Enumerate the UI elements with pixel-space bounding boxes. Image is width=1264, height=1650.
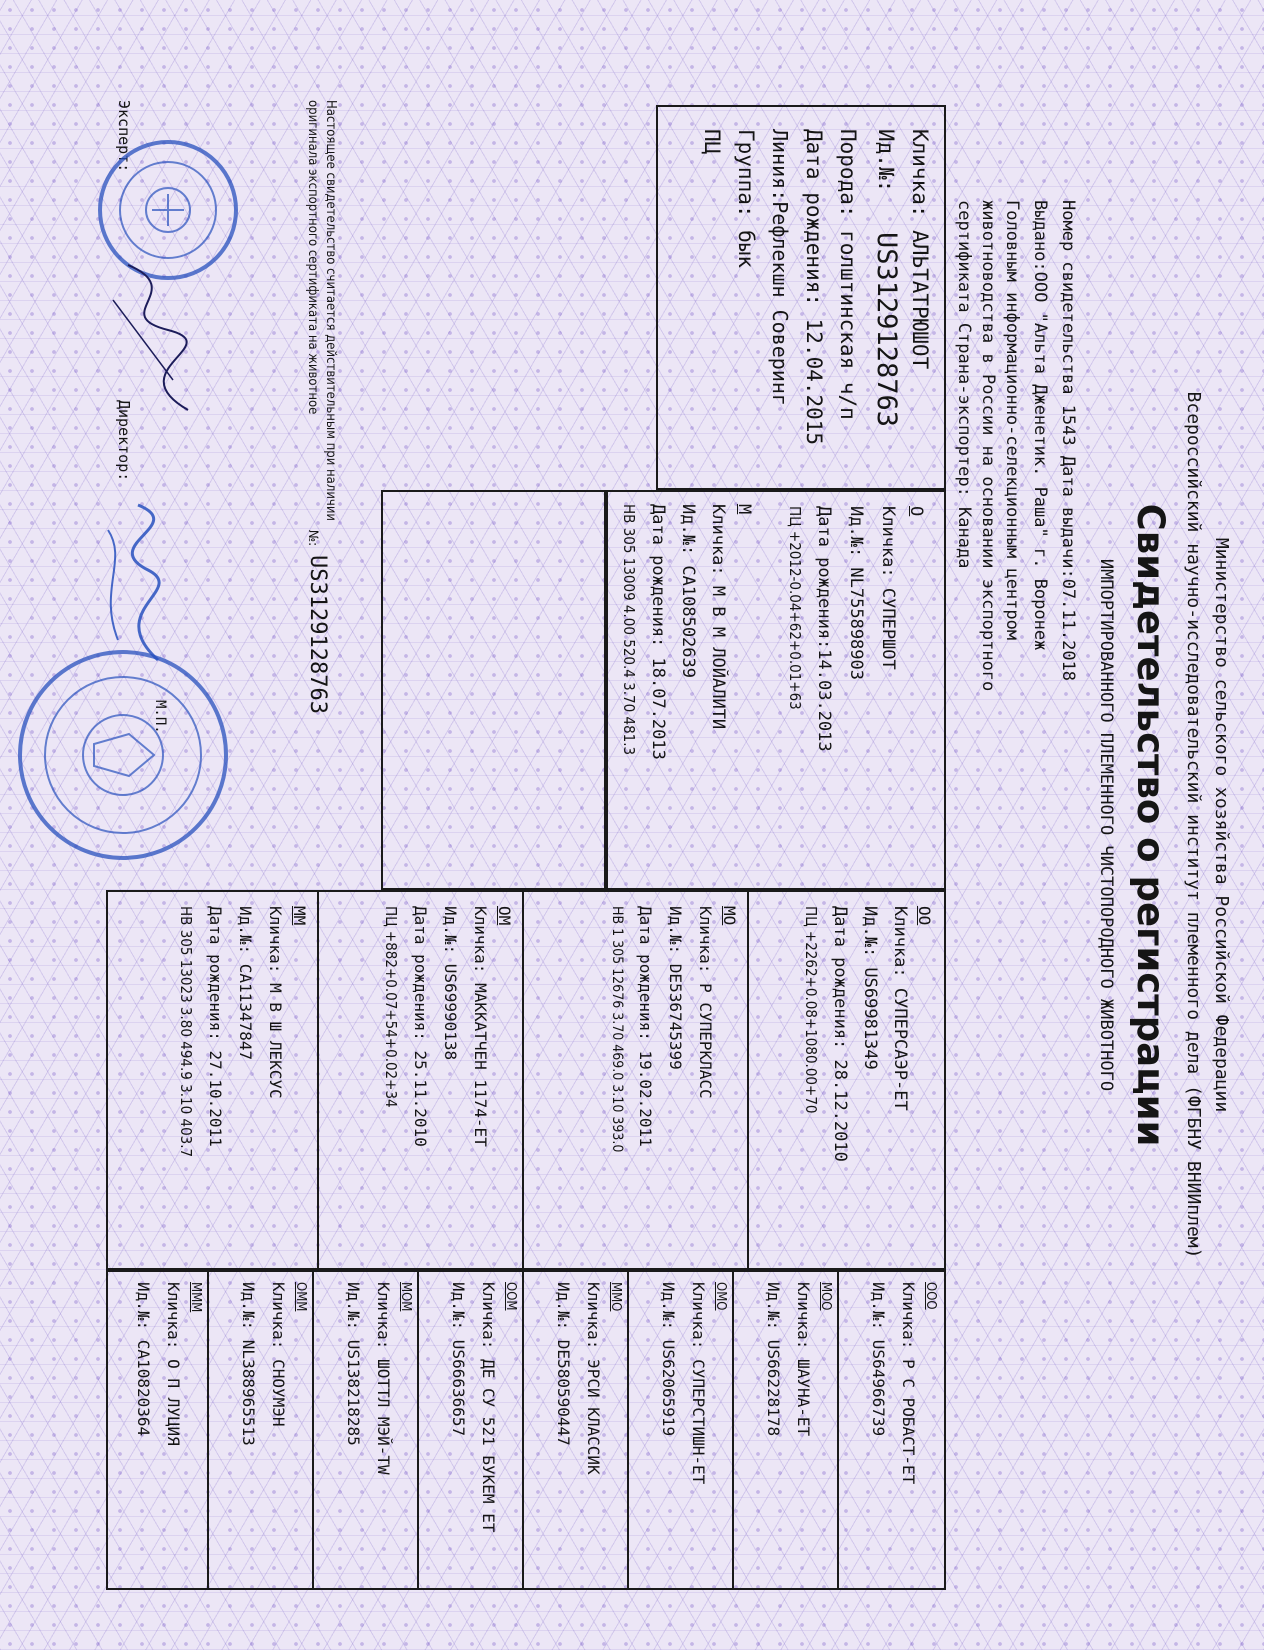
mm-code: ММ	[290, 906, 309, 926]
ggp-7-id: Ид.№: NL388965513	[239, 1282, 258, 1446]
ggp-1-id: Ид.№: US64966739	[869, 1282, 888, 1437]
ggp-6-code: МОМ	[398, 1282, 413, 1312]
cert-number-line: Номер свидетельства 1543 Дата выдачи:07.11.2018	[1058, 200, 1078, 682]
stamp-large-eagle-icon	[22, 654, 224, 856]
page-subtitle: ИМПОРТИРОВАННОГО ПЛЕМЕННОГО ЧИСТОПОРОДНОГО ЖИВОТНОГО	[1096, 558, 1116, 1092]
footer-cert-label: №:	[305, 530, 320, 547]
sire-name: Кличка: СУПЕРШОТ	[878, 506, 898, 670]
sire-dob: Дата рождения:14.03.2013	[814, 506, 834, 752]
animal-group: Группа: бык	[734, 129, 758, 269]
ggp-8-code: МММ	[188, 1282, 203, 1313]
animal-id-label: Ид.№:	[874, 129, 898, 193]
mo-dob: Дата рождения: 19.02.2011	[636, 906, 655, 1147]
ggp-4-code: ММО	[608, 1282, 623, 1312]
ggp-7-name: Кличка: СНОУМЭН	[269, 1282, 288, 1427]
om-name: Кличка: МАККАТЧЕН 1174-ЕТ	[471, 906, 490, 1147]
sire-id: Ид.№: NL755898903	[846, 506, 866, 680]
om-code: ОМ	[495, 906, 514, 926]
om-pc: ПЦ +882+0.07+54+0.02+34	[382, 906, 400, 1108]
stamp-small-emblem-icon	[102, 144, 234, 276]
animal-breed: Порода: голштинская ч/п	[836, 129, 860, 420]
ggp-3-code: ОМО	[713, 1282, 728, 1311]
ggp-3-id: Ид.№: US62065919	[659, 1282, 678, 1437]
ggp-4-id: Ид.№: DE580590447	[554, 1282, 573, 1446]
center-line-3: сертификата Страна-экспортер: Канада	[954, 200, 974, 569]
dam-dob: Дата рождения: 18.07.2013	[648, 504, 668, 760]
dam-name: Кличка: М В М ЛОЙАЛИТИ	[708, 504, 728, 730]
animal-dob: Дата рождения: 12.04.2015	[802, 129, 826, 446]
issued-line: Выдано:ООО "Альта Дженетик. Раша" г. Воронеж	[1030, 200, 1050, 651]
animal-id: US3129128763	[871, 232, 902, 428]
director-signature-icon	[88, 500, 198, 670]
animal-pc: ПЦ	[700, 129, 724, 155]
mm-dob: Дата рождения: 27.10.2011	[206, 906, 225, 1147]
dam-nv: НВ 305 13009 4.00 520.4 3.70 481.3	[620, 504, 638, 756]
mm-id: Ид.№: CA11347847	[236, 906, 255, 1061]
ggp-8-name: Кличка: О П ЛУЦИЯ	[164, 1282, 183, 1446]
center-line-2: животноводства в России на основании экспортного	[978, 200, 998, 692]
validity-line-1: Настоящее свидетельство считается действительным при наличии	[323, 100, 338, 522]
grandparents-box	[106, 890, 946, 1270]
center-line-1: Головным информационно-селекционным центром	[1002, 200, 1022, 641]
om-dob: Дата рождения: 25.11.2010	[411, 906, 430, 1147]
mo-name: Кличка: Р СУПЕРКЛАСС	[696, 906, 715, 1099]
ggp-5-code: ООМ	[503, 1282, 518, 1311]
ggp-2-id: Ид.№: US66228178	[764, 1282, 783, 1437]
ggp-1-name: Кличка: Р С РОБАСТ-ЕТ	[899, 1282, 918, 1485]
animal-box	[656, 105, 946, 490]
great-grandparents-box	[106, 1270, 946, 1590]
director-label: Директор:	[115, 400, 133, 482]
ggp-2-name: Кличка: ШАУНА-ЕТ	[794, 1282, 813, 1437]
round-stamp-large	[18, 650, 228, 860]
footer-cert-number: US3129128763	[305, 555, 330, 714]
institute-line: Всероссийский научно-исследовательский институт племенного дела (ФГБНУ ВНИИплем)	[1183, 391, 1204, 1259]
oo-code: ОО	[915, 906, 934, 926]
validity-line-2: оригинала экспортного сертификата на животное	[305, 100, 320, 415]
oo-pc: ПЦ +2262+0.08+1080.00+70	[802, 906, 820, 1114]
sire-code: О	[906, 506, 926, 517]
ggp-7-code: ОММ	[293, 1282, 308, 1312]
om-id: Ид.№: US69990138	[441, 906, 460, 1061]
ggp-3-name: Кличка: СУПЕРСТИШН-ЕТ	[689, 1282, 708, 1485]
ministry-line: Министерство сельского хозяйства Российской Федерации	[1211, 537, 1232, 1113]
ggp-2-code: МОО	[818, 1282, 833, 1311]
dam-box	[381, 490, 606, 890]
ggp-4-name: Кличка: ЭРСИ КЛАССИК	[584, 1282, 603, 1475]
oo-name: Кличка: СУПЕРСАЭР-ЕТ	[890, 906, 910, 1111]
mo-id: Ид.№: DE536745399	[666, 906, 685, 1070]
mo-nv: НВ 1 305 12676 3.70 469.0 3.10 393.0	[609, 906, 625, 1153]
ggp-6-name: Кличка: ШОТТЛ МЭЙ-ТW	[374, 1282, 393, 1475]
ggp-8-id: Ид.№: CA10820364	[134, 1282, 153, 1437]
ggp-1-code: ООО	[923, 1282, 938, 1310]
mm-name: Кличка: М В Ш ЛЕКСУС	[266, 906, 285, 1099]
ggp-5-id: Ид.№: US66636657	[449, 1282, 468, 1437]
ggp-6-id: Ид.№: US138218285	[344, 1282, 363, 1446]
expert-signature-icon	[98, 260, 208, 420]
oo-dob: Дата рождения: 28.12.2010	[830, 906, 850, 1162]
dam-id: Ид.№: CA108502639	[678, 504, 698, 678]
expert-label: Эксперт:	[115, 100, 133, 173]
mp-label: М.П.	[152, 700, 168, 734]
dam-code: М	[734, 504, 754, 515]
mm-nv: НВ 305 13023 3.80 494.9 3.10 403.7	[177, 906, 195, 1158]
sire-pc: ПЦ +2012-0.04+62+0.01+63	[786, 506, 804, 710]
rotated-document	[3, 30, 1238, 1620]
page-title: Свидетельство о регистрации	[1129, 503, 1172, 1147]
mo-code: МО	[720, 906, 739, 926]
animal-name: Кличка: АЛЬТАТРЮШОТ	[908, 129, 932, 370]
ggp-5-name: Кличка: ДЕ СУ 521 БУКЕМ ЕТ	[479, 1282, 498, 1533]
oo-id: Ид.№: US69981349	[860, 906, 880, 1070]
animal-line: Линия:Рефлекшн Соверинг	[768, 129, 792, 406]
round-stamp-small	[98, 140, 238, 280]
